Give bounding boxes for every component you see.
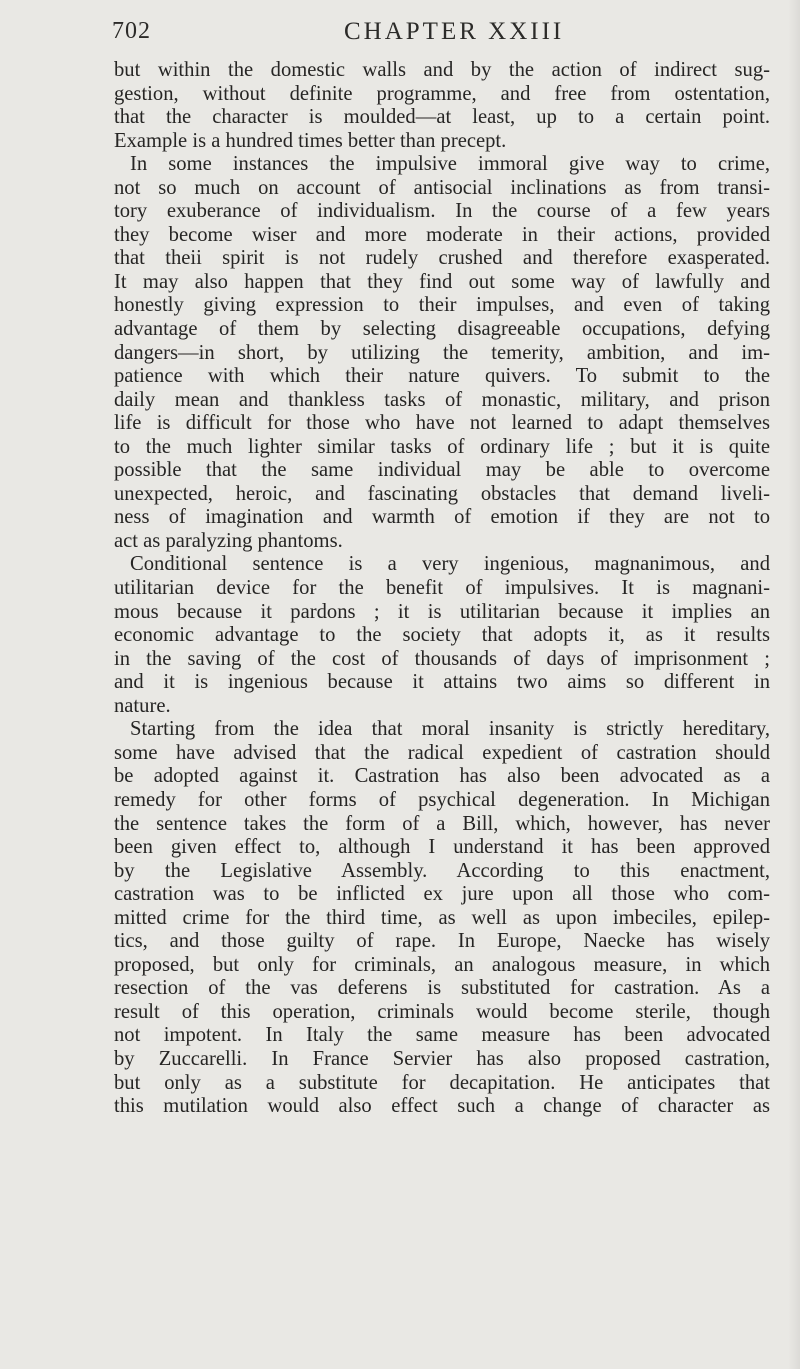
text-line: remedy for other forms of psychical degeneration. In Michigan	[114, 788, 770, 811]
page-edge-shadow	[788, 0, 800, 1369]
text-line: mous because it pardons ; it is utilitarian because it implies an	[114, 600, 770, 623]
text-line: daily mean and thankless tasks of monastic, military, and prison	[114, 388, 770, 411]
text-line: but only as a substitute for decapitation. He anticipates that	[114, 1071, 770, 1094]
text-line: castration was to be inflicted ex jure upon all those who com-	[114, 883, 770, 906]
text-line: It may also happen that they find out some way of lawfully and	[114, 270, 770, 293]
text-line: nature.	[114, 694, 171, 717]
body-text	[114, 59, 770, 1119]
text-line: to the much lighter similar tasks of ordinary life ; but it is quite	[114, 435, 770, 458]
text-line: but within the domestic walls and by the action of indirect sug-	[114, 59, 770, 81]
text-line: and it is ingenious because it attains two aims so different in	[114, 671, 770, 694]
text-line: some have advised that the radical expedient of castration should	[114, 741, 770, 764]
text-line: they become wiser and more moderate in their actions, provided	[114, 223, 770, 246]
text-line: Conditional sentence is a very ingenious, magnanimous, and	[130, 553, 770, 576]
text-line: honestly giving expression to their impulses, and even of taking	[114, 294, 770, 317]
chapter-heading: CHAPTER XXIII	[344, 18, 565, 45]
text-line: not impotent. In Italy the same measure has been advocated	[114, 1024, 770, 1047]
text-line: advantage of them by selecting disagreeable occupations, defying	[114, 318, 770, 341]
text-line: In some instances the impulsive immoral give way to crime,	[130, 153, 770, 176]
text-line: Starting from the idea that moral insanity is strictly hereditary,	[130, 718, 770, 741]
text-line: be adopted against it. Castration has also been advocated as a	[114, 765, 770, 788]
text-line: by Zuccarelli. In France Servier has also proposed castration,	[114, 1047, 770, 1070]
text-line: this mutilation would also effect such a change of character as	[114, 1095, 770, 1118]
text-line: act as paralyzing phantoms.	[114, 529, 343, 552]
text-line: that theii spirit is not rudely crushed and therefore exasperated.	[114, 247, 770, 270]
text-line: dangers—in short, by utilizing the temerity, ambition, and im-	[114, 341, 770, 364]
page-header	[112, 18, 760, 52]
text-line: ness of imagination and warmth of emotion if they are not to	[114, 506, 770, 529]
text-line: been given effect to, although I understand it has been approved	[114, 836, 770, 859]
text-line: unexpected, heroic, and fascinating obstacles that demand liveli-	[114, 482, 770, 505]
text-line: in the saving of the cost of thousands of days of imprisonment ;	[114, 647, 770, 670]
text-line: not so much on account of antisocial inclinations as from transi-	[114, 176, 770, 199]
text-line: tics, and those guilty of rape. In Europe, Naecke has wisely	[114, 930, 770, 953]
text-line: proposed, but only for criminals, an analogous measure, in which	[114, 953, 770, 976]
text-line: patience with which their nature quivers. To submit to the	[114, 365, 770, 388]
page-number: 702	[112, 18, 151, 44]
text-line: economic advantage to the society that adopts it, as it results	[114, 624, 770, 647]
text-line: that the character is moulded—at least, up to a certain point.	[114, 106, 770, 129]
text-line: by the Legislative Assembly. According to this enactment,	[114, 859, 770, 882]
text-line: utilitarian device for the benefit of impulsives. It is magnani-	[114, 577, 770, 600]
text-line: life is difficult for those who have not learned to adapt themselves	[114, 412, 770, 435]
text-line: gestion, without definite programme, and free from ostentation,	[114, 82, 770, 105]
text-line: tory exuberance of individualism. In the course of a few years	[114, 200, 770, 223]
text-line: possible that the same individual may be able to overcome	[114, 459, 770, 482]
text-line: mitted crime for the third time, as well as upon imbeciles, epilep-	[114, 906, 770, 929]
text-line: resection of the vas deferens is substituted for castration. As a	[114, 977, 770, 1000]
text-line: the sentence takes the form of a Bill, which, however, has never	[114, 812, 770, 835]
text-line: result of this operation, criminals would become sterile, though	[114, 1000, 770, 1023]
text-line: Example is a hundred times better than precept.	[114, 129, 507, 152]
